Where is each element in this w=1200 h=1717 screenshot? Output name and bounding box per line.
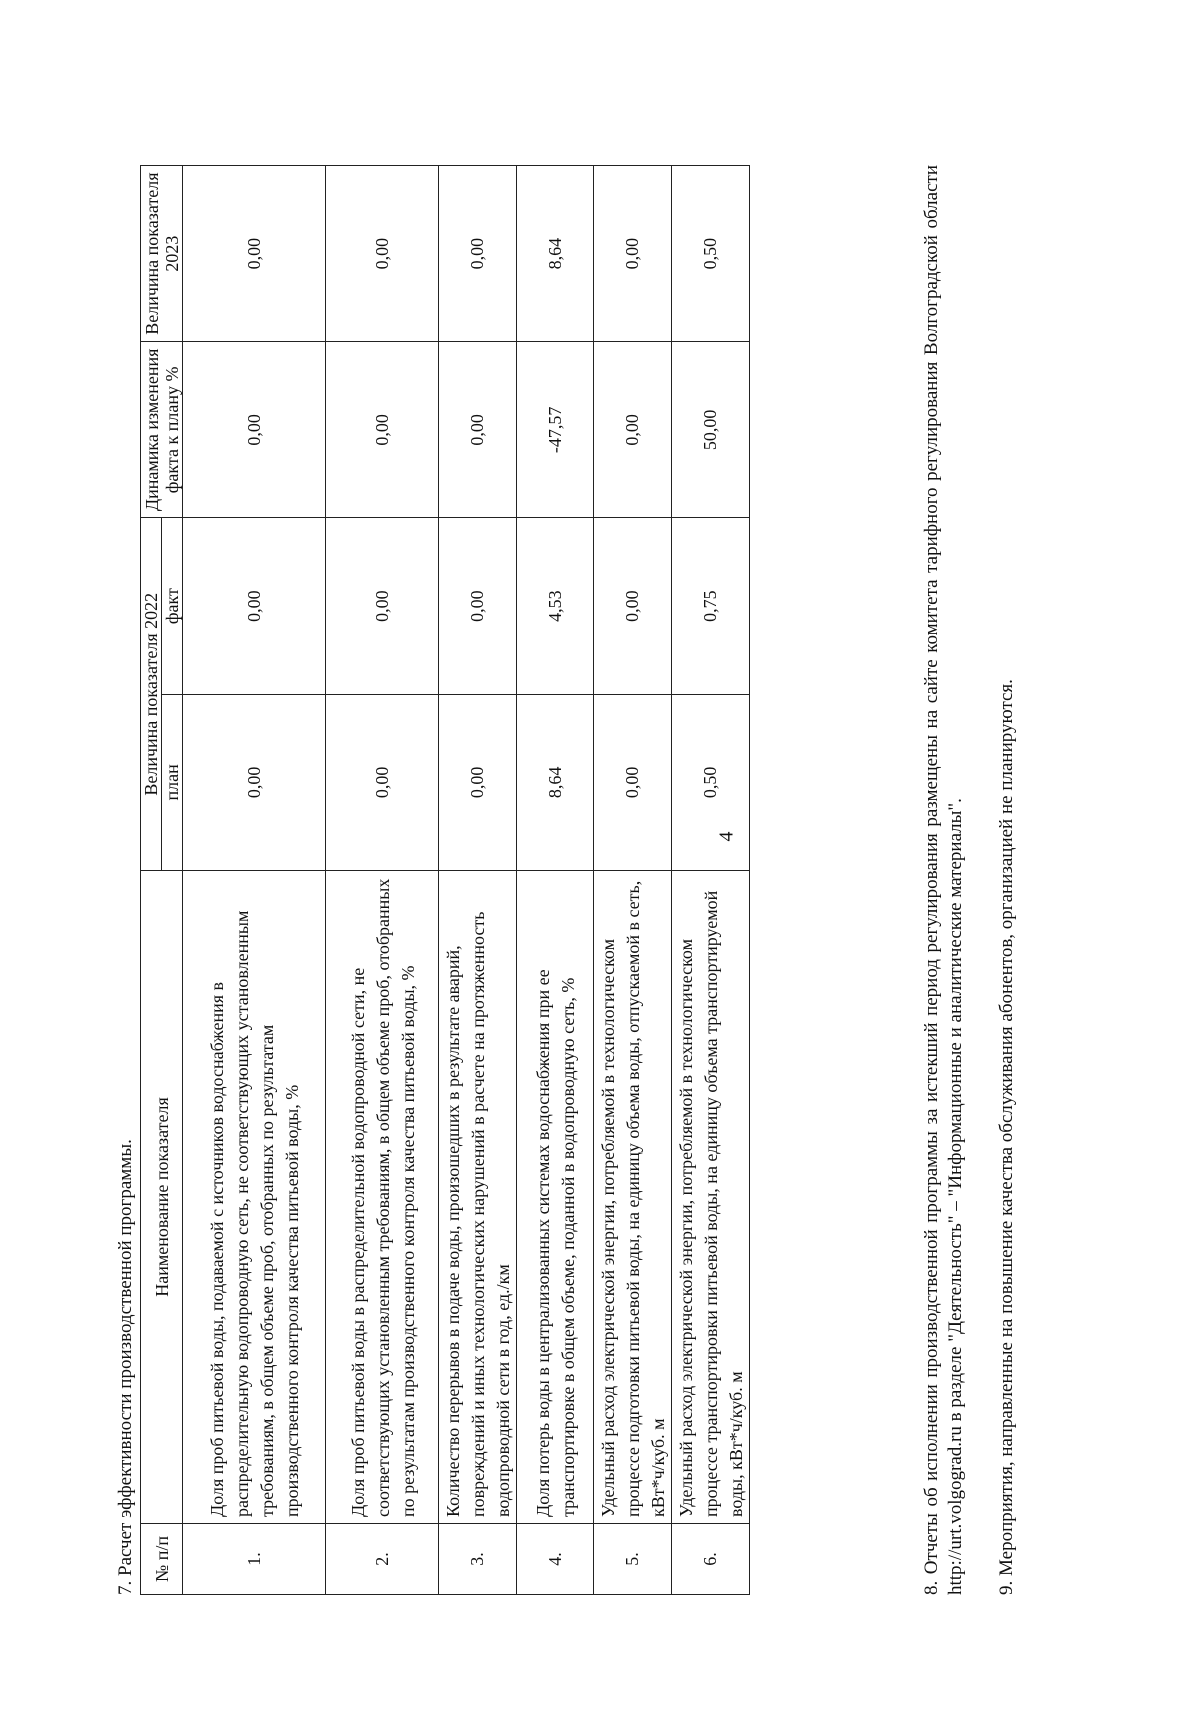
row-dynamics: 0,00 <box>183 342 326 518</box>
row-fact: 0,75 <box>672 518 750 694</box>
header-name: Наименование показателя <box>141 871 183 1524</box>
row-fact: 0,00 <box>326 518 439 694</box>
row-dynamics: 0,00 <box>326 342 439 518</box>
row-plan: 0,00 <box>439 694 517 870</box>
header-2023: Величина показателя 2023 <box>141 166 183 342</box>
efficiency-table <box>140 165 750 1595</box>
row-fact: 4,53 <box>517 518 594 694</box>
row-2023: 0,00 <box>183 166 326 342</box>
row-plan: 0,00 <box>326 694 439 870</box>
row-name: Доля проб питьевой воды, подаваемой с источников водоснабжения в распределительную водопроводную сеть, не соответствующих установленным требованиям, в общем объеме проб, отобранных по результатам производственного контроля качества питьевой воды, % <box>183 871 326 1524</box>
header-2022: Величина показателя 2022 <box>141 518 162 871</box>
row-fact: 0,00 <box>439 518 517 694</box>
section-9-paragraph: 9. Мероприятия, направленные на повышение качества обслуживания абонентов, организацией не планируются. <box>996 679 1017 1595</box>
section-8-paragraph: 8. Отчеты об исполнении производственной программы за истекший период регулирования размещены на сайте комитета тарифного регулирования Волгоградской области http://urt.volgograd.ru в разделе "Деятельность" – "Информационные и аналитические материалы". <box>921 165 966 1595</box>
table-row <box>439 166 517 1595</box>
row-dynamics: 0,00 <box>439 342 517 518</box>
row-name: Удельный расход электрической энергии, потребляемой в технологическом процессе транспортировки питьевой воды, на единицу объема транспортируемой воды, кВт*ч/куб. м <box>672 871 750 1524</box>
table-row <box>326 166 439 1595</box>
header-plan: план <box>162 694 183 870</box>
table-row <box>672 166 750 1595</box>
row-fact: 0,00 <box>594 518 672 694</box>
row-plan: 0,50 <box>672 694 750 870</box>
section-7-title: 7. Расчет эффективности производственной программы. <box>115 1139 136 1595</box>
row-fact: 0,00 <box>183 518 326 694</box>
header-dynamics: Динамика изменения факта к плану % <box>141 342 183 518</box>
table-row <box>183 166 326 1595</box>
row-number: 3. <box>439 1524 517 1595</box>
row-dynamics: 50,00 <box>672 342 750 518</box>
row-name: Доля проб питьевой воды в распределительной водопроводной сети, не соответствующих установленным требованиям, в общем объеме проб, отобранных по результатам производственного контроля качества питьевой воды, % <box>326 871 439 1524</box>
row-number: 2. <box>326 1524 439 1595</box>
row-name: Количество перерывов в подаче воды, произошедших в результате аварий, повреждений и иных технологических нарушений в расчете на протяженность водопроводной сети в год, ед./км <box>439 871 517 1524</box>
header-num: № п/п <box>141 1524 183 1595</box>
row-number: 5. <box>594 1524 672 1595</box>
row-2023: 0,00 <box>439 166 517 342</box>
page-number: 4 <box>715 831 738 842</box>
row-plan: 0,00 <box>594 694 672 870</box>
row-2023: 0,00 <box>594 166 672 342</box>
row-dynamics: -47,57 <box>517 342 594 518</box>
row-number: 4. <box>517 1524 594 1595</box>
row-2023: 8,64 <box>517 166 594 342</box>
table-row <box>517 166 594 1595</box>
table-header-row <box>141 166 162 1595</box>
row-plan: 8,64 <box>517 694 594 870</box>
row-plan: 0,00 <box>183 694 326 870</box>
table-row <box>594 166 672 1595</box>
row-number: 6. <box>672 1524 750 1595</box>
row-number: 1. <box>183 1524 326 1595</box>
row-name: Доля потерь воды в централизованных системах водоснабжения при ее транспортировке в общем объеме, поданной в водопроводную сеть, % <box>517 871 594 1524</box>
header-fact: факт <box>162 518 183 694</box>
row-2023: 0,00 <box>326 166 439 342</box>
row-2023: 0,50 <box>672 166 750 342</box>
row-dynamics: 0,00 <box>594 342 672 518</box>
rotated-content <box>115 165 1015 1595</box>
row-name: Удельный расход электрической энергии, потребляемой в технологическом процессе подготовки питьевой воды, на единицу объема воды, отпускаемой в сеть, кВт*ч/куб. м <box>594 871 672 1524</box>
